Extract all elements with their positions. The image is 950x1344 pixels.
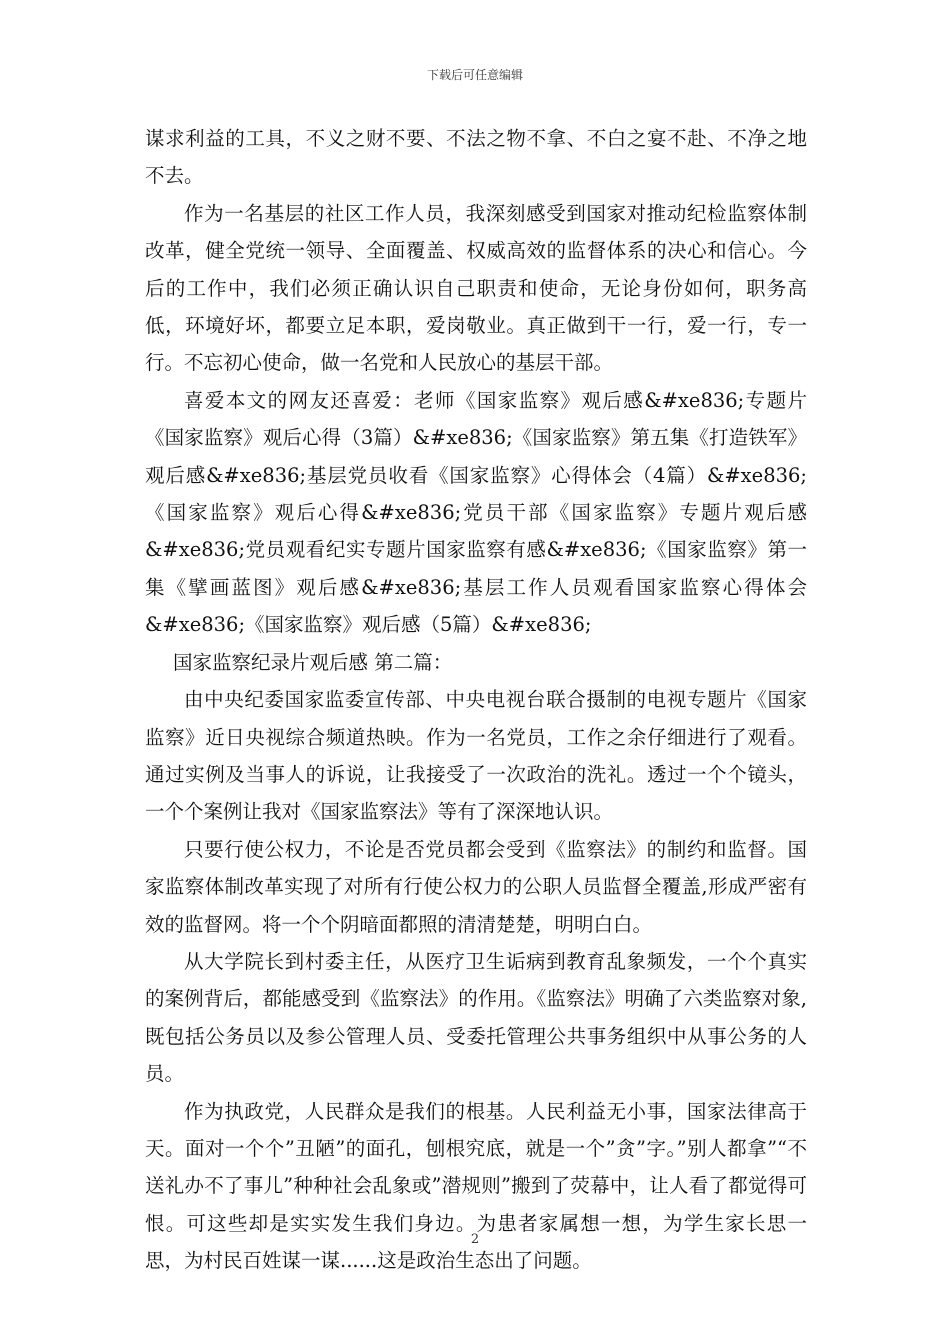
paragraph: 只要行使公权力，不论是否党员都会受到《监察法》的制约和监督。国家监察体制改革实现了对所有行使公权力的公职人员监督全覆盖,形成严密有效的监督网。将一个个阴暗面都照的清清楚楚，明明白白。 <box>145 837 807 936</box>
page-number: 2 <box>470 1232 480 1247</box>
paragraph: 作为执政党，人民群众是我们的根基。人民利益无小事，国家法律高于天。面对一个个”丑陋”的面孔，刨根究底，就是一个”贪”字。”别人都拿”“不送礼办不了事儿”种种社会乱象或”潜规则”搬到了荧幕中，让人看了都觉得可恨。可这些却是实实发生我们身边。为患者家属想一想，为学生家长思一思，为村民百姓谋一谋......这是政治生态出了问题。 <box>145 1099 807 1273</box>
paragraph-continuation: 谋求利益的工具，不义之财不要、不法之物不拿、不白之宴不赴、不净之地不去。 <box>145 127 807 188</box>
paragraph: 从大学院长到村委主任，从医疗卫生诟病到教育乱象频发，一个个真实的案例背后，都能感受到《监察法》的作用。《监察法》明确了六类监察对象,既包括公务员以及参公管理人员、受委托管理公共事务组织中从事公务的人员。 <box>145 949 807 1086</box>
section-heading: 国家监察纪录片观后感 第二篇： <box>173 650 453 674</box>
paragraph: 作为一名基层的社区工作人员，我深刻感受到国家对推动纪检监察体制改革，健全党统一领导、全面覆盖、权威高效的监督体系的决心和信心。今后的工作中，我们必须正确认识自己职责和使命，无论身份如何，职务高低，环境好坏，都要立足本职，爱岗敬业。真正做到干一行，爱一行，专一行。不忘初心使命，做一名党和人民放心的基层干部。 <box>145 201 807 375</box>
related-articles-paragraph: 喜爱本文的网友还喜爱：老师《国家监察》观后感&#xe836;专题片《国家监察》观后心得（3篇）&#xe836;《国家监察》第五集《打造铁军》观后感&#xe836;基层党员收看《国家监察》心得体会（4篇）&#xe836;《国家监察》观后心得&#xe836;党员干部《国家监察》专题片观后感&#xe836;党员观看纪实专题片国家监察有感&#xe836;《国家监察》第一集《擘画蓝图》观后感&#xe836;基层工作人员观看国家监察心得体会&#xe836;《国家监察》观后感（5篇）&#xe836; <box>145 388 807 637</box>
paragraph: 由中央纪委国家监委宣传部、中央电视台联合摄制的电视专题片《国家监察》近日央视综合频道热映。作为一名党员，工作之余仔细进行了观看。通过实例及当事人的诉说，让我接受了一次政治的洗礼。透过一个个镜头，一个个案例让我对《国家监察法》等有了深深地认识。 <box>145 688 807 824</box>
page-header: 下载后可任意编辑 <box>426 68 523 82</box>
document-body <box>145 120 807 1280</box>
